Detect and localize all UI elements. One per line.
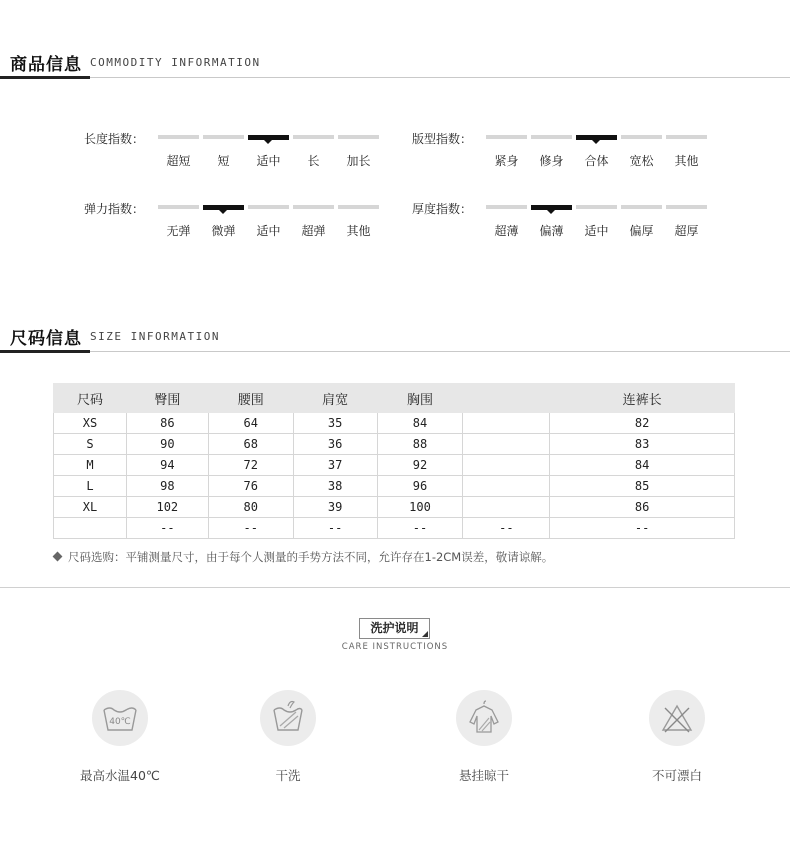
scale-option: 微弹 [211, 224, 236, 238]
scale-option: 修身 [539, 154, 564, 168]
table-cell: 100 [377, 497, 463, 518]
table-cell: -- [377, 518, 463, 539]
scale-option: 偏薄 [539, 224, 564, 238]
scale-option: 适中 [256, 154, 281, 168]
divider [0, 77, 790, 78]
care-title-cn: 洗护说明 [370, 621, 419, 635]
table-cell: 96 [377, 476, 463, 497]
table-cell [463, 413, 550, 434]
scale-option: 适中 [256, 224, 281, 238]
size-table-header-cell: 连裤长 [550, 384, 735, 413]
table-cell: 82 [550, 413, 735, 434]
care-label: 不可漂白 [651, 768, 702, 783]
table-cell: 64 [208, 413, 293, 434]
scale-label: 长度指数： [84, 132, 145, 146]
size-table-header-row [54, 384, 735, 413]
commodity-title-en: COMMODITY INFORMATION [90, 56, 261, 69]
size-table-header-cell: 肩宽 [293, 384, 377, 413]
size-note-text: 尺码选购：平铺测量尺寸，由于每个人测量的手势方法不同，允许存在1-2CM误差，敬请谅解。 [68, 550, 554, 564]
table-cell [463, 497, 550, 518]
divider-accent [0, 76, 90, 79]
care-label: 悬挂晾干 [458, 768, 509, 783]
scale-option: 紧身 [494, 154, 519, 168]
table-cell: XS [54, 413, 127, 434]
no-bleach-icon [649, 690, 705, 746]
scale-segment [621, 135, 662, 139]
scale-option: 超弹 [301, 224, 326, 238]
scale-segment [293, 205, 334, 209]
table-cell: -- [293, 518, 377, 539]
scale-option: 超短 [166, 154, 191, 168]
scale-segment [203, 135, 244, 139]
scale-segment [576, 205, 617, 209]
table-cell: 37 [293, 455, 377, 476]
size-table-header-cell: 胸围 [377, 384, 463, 413]
care-title-en: CARE INSTRUCTIONS [341, 642, 449, 652]
scale-segment [666, 205, 707, 209]
table-cell: 85 [550, 476, 735, 497]
care-title-badge [359, 618, 430, 639]
care-label: 最高水温40℃ [80, 768, 160, 783]
scale-option: 其他 [674, 154, 699, 168]
table-cell: 38 [293, 476, 377, 497]
wash-40c-icon [92, 690, 148, 746]
table-cell: 80 [208, 497, 293, 518]
table-cell: -- [208, 518, 293, 539]
table-cell: 68 [208, 434, 293, 455]
table-cell: -- [126, 518, 208, 539]
table-row [54, 497, 735, 518]
scale-option: 宽松 [629, 154, 654, 168]
table-cell [463, 476, 550, 497]
table-row [54, 413, 735, 434]
scale-label: 版型指数： [412, 132, 473, 146]
table-cell: 102 [126, 497, 208, 518]
table-cell: 83 [550, 434, 735, 455]
size-title-cn: 尺码信息 [10, 329, 82, 349]
table-cell: 39 [293, 497, 377, 518]
table-cell: 90 [126, 434, 208, 455]
scale-option: 偏厚 [629, 224, 654, 238]
scale-segment-selected [203, 205, 244, 210]
corner-triangle-icon [422, 631, 428, 637]
table-cell: 98 [126, 476, 208, 497]
scale-option: 超厚 [674, 224, 699, 238]
table-row [54, 455, 735, 476]
table-cell: 86 [550, 497, 735, 518]
table-cell: 76 [208, 476, 293, 497]
scale-segment-selected [531, 205, 572, 210]
scale-option: 其他 [346, 224, 371, 238]
table-cell: 86 [126, 413, 208, 434]
table-cell: 92 [377, 455, 463, 476]
table-row [54, 476, 735, 497]
size-table-header-cell: 腰围 [208, 384, 293, 413]
scale-option: 超薄 [494, 224, 519, 238]
wash-icon-text: 40℃ [109, 717, 131, 727]
table-cell: XL [54, 497, 127, 518]
scale-option: 加长 [346, 154, 371, 168]
scale-segment [531, 135, 572, 139]
scale-option: 合体 [584, 154, 609, 168]
scale-option: 无弹 [166, 224, 191, 238]
table-row [54, 518, 735, 539]
size-table-header-cell: 尺码 [54, 384, 127, 413]
scale-segment-selected [248, 135, 289, 140]
size-table-header-cell [463, 384, 550, 413]
table-cell [463, 434, 550, 455]
divider [0, 587, 790, 588]
scale-segment [486, 205, 527, 209]
size-table [53, 383, 735, 539]
scale-segment [338, 205, 379, 209]
scale-segment [158, 205, 199, 209]
divider-accent [0, 350, 90, 353]
scale-segment [486, 135, 527, 139]
scale-segment [293, 135, 334, 139]
scale-segment [621, 205, 662, 209]
table-cell: -- [463, 518, 550, 539]
scale-segment [666, 135, 707, 139]
table-cell: 88 [377, 434, 463, 455]
size-table-header-cell: 臀围 [126, 384, 208, 413]
care-label: 干洗 [275, 768, 301, 783]
table-row [54, 434, 735, 455]
table-cell: 84 [377, 413, 463, 434]
table-cell [54, 518, 127, 539]
commodity-title-cn: 商品信息 [10, 55, 82, 75]
size-title-en: SIZE INFORMATION [90, 330, 220, 343]
table-cell: M [54, 455, 127, 476]
size-note [54, 549, 553, 565]
table-cell: 72 [208, 455, 293, 476]
scale-segment-selected [576, 135, 617, 140]
scale-label: 弹力指数： [84, 202, 145, 216]
scale-segment [158, 135, 199, 139]
divider [0, 351, 790, 352]
scale-option: 短 [217, 154, 230, 168]
table-cell [463, 455, 550, 476]
table-cell: S [54, 434, 127, 455]
table-cell: 84 [550, 455, 735, 476]
hang-dry-icon [456, 690, 512, 746]
table-cell: 94 [126, 455, 208, 476]
table-cell: 36 [293, 434, 377, 455]
dry-clean-icon [260, 690, 316, 746]
table-cell: L [54, 476, 127, 497]
scale-segment [338, 135, 379, 139]
scale-option: 适中 [584, 224, 609, 238]
table-cell: -- [550, 518, 735, 539]
diamond-bullet-icon [53, 552, 63, 562]
scale-label: 厚度指数： [412, 202, 473, 216]
table-cell: 35 [293, 413, 377, 434]
scale-segment [248, 205, 289, 209]
scale-option: 长 [307, 154, 320, 168]
